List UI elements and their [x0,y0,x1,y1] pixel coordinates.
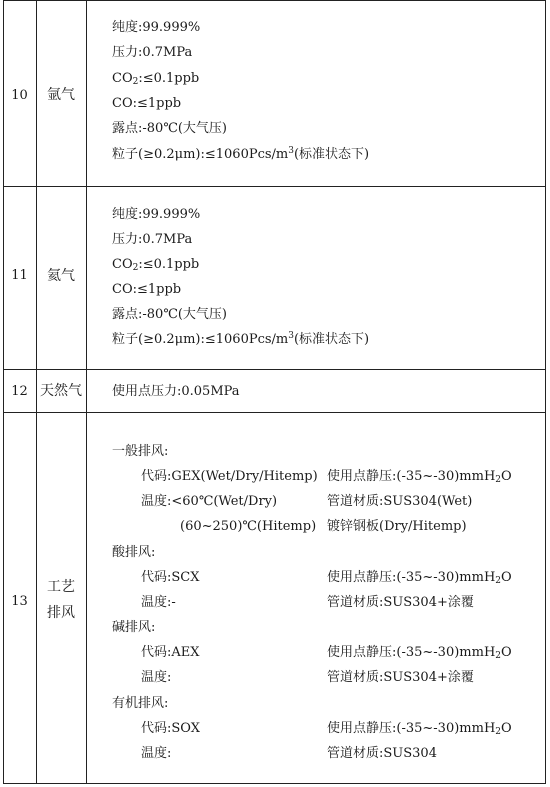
gas-name: 天然气 [40,383,82,399]
row-number: 10 [11,88,28,103]
spec-line: CO:≤1ppb [112,282,182,297]
general-exhaust-material: 管道材质:SUS304(Wet) [327,494,473,509]
general-exhaust-pressure: 使用点静压:(-35~-30)mmH$_2$O [327,469,512,485]
row-number: 13 [11,594,28,609]
spec-line: 纯度:99.999% [112,20,201,35]
organic-exhaust-temperature: 温度: [141,746,172,761]
acid-exhaust-heading: 酸排风: [112,545,156,560]
spec-line: 露点:-80℃(大气压) [112,121,228,136]
alkali-exhaust-code: 代码:AEX [141,645,200,660]
spec-line: 粒子$(\ge 0.2\mu m):\le 1060Pcs/m^3$(标准状态下) [112,331,370,347]
general-exhaust-heading: 一般排风: [112,444,169,459]
exhaust-name-line: 工艺 [47,579,75,595]
spec-line: CO:≤1ppb [112,96,182,111]
spec-line: 粒子$(\ge 0.2\mu m):\le 1060Pcs/m^3$(标准状态下) [112,146,370,162]
spec-line: 露点:-80℃(大气压) [112,307,228,322]
organic-exhaust-heading: 有机排风: [112,696,169,711]
row-divider [3,186,546,187]
spec-line: 纯度:99.999% [112,207,201,222]
spec-line: 使用点压力:0.05MPa [112,384,240,399]
alkali-exhaust-heading: 碱排风: [112,620,156,635]
table-border-bottom [3,783,546,784]
column-divider [86,0,87,784]
acid-exhaust-pressure: 使用点静压:(-35~-30)mmH$_2$O [327,570,512,586]
acid-exhaust-temperature: 温度:- [141,595,176,610]
table-border-top [3,0,546,1]
acid-exhaust-material: 管道材质:SUS304+涂覆 [327,595,474,610]
row-number: 12 [11,384,28,399]
row-divider [3,412,546,413]
general-exhaust-material: 镀锌钢板(Dry/Hitemp) [327,519,467,534]
general-exhaust-temperature: 温度:<60℃(Wet/Dry) [141,494,278,509]
table-border-right [545,0,546,784]
organic-exhaust-code: 代码:SOX [141,721,200,736]
gas-name: 氩气 [47,87,75,103]
acid-exhaust-code: 代码:SCX [141,570,200,585]
general-exhaust-temperature: (60~250)℃(Hitemp) [180,519,317,534]
gas-name: 氦气 [47,268,75,284]
spec-line: 压力:0.7MPa [112,45,193,60]
exhaust-name-line: 排风 [47,605,75,621]
row-number: 11 [11,268,28,283]
alkali-exhaust-material: 管道材质:SUS304+涂覆 [327,670,474,685]
alkali-exhaust-temperature: 温度: [141,670,172,685]
organic-exhaust-material: 管道材质:SUS304 [327,746,437,761]
spec-line: 压力:0.7MPa [112,232,193,247]
spec-line: $CO_2:\le 0.1ppb$ [112,257,200,273]
organic-exhaust-pressure: 使用点静压:(-35~-30)mmH$_2$O [327,721,512,737]
row-divider [3,369,546,370]
spec-line: $CO_2:\le 0.1ppb$ [112,71,200,87]
alkali-exhaust-pressure: 使用点静压:(-35~-30)mmH$_2$O [327,645,512,661]
general-exhaust-code: 代码:GEX(Wet/Dry/Hitemp) [141,469,318,484]
